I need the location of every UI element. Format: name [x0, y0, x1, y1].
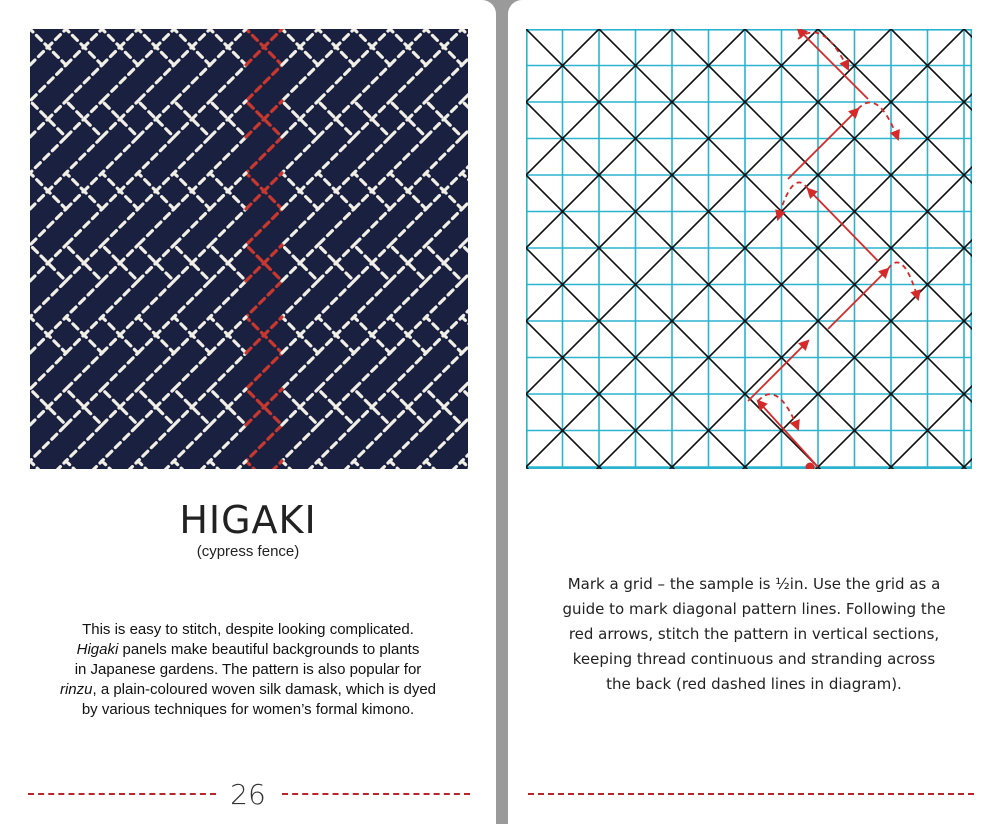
page-number: 26	[230, 778, 266, 811]
page-footer-right	[508, 778, 1000, 808]
instruction-line: guide to mark diagonal pattern lines. Following the	[562, 600, 946, 618]
page-footer	[0, 778, 496, 811]
instruction-line: the back (red dashed lines in diagram).	[606, 675, 902, 693]
description-line	[40, 680, 456, 700]
diagram-graphic	[526, 29, 972, 469]
text-run: in Japanese gardens. The pattern is also popular for	[74, 661, 422, 678]
footer-divider	[528, 793, 974, 795]
italic-term: rinzu	[59, 681, 93, 698]
instruction-line: Mark a grid – the sample is ½in. Use the grid as a	[567, 575, 941, 593]
instruction-line: red arrows, stitch the pattern in vertical sections,	[568, 625, 940, 643]
text-run: by various techniques for women’s formal kimono.	[81, 701, 415, 718]
text-run: , a plain-coloured woven silk damask, which is dyed	[92, 681, 436, 698]
left-page	[0, 0, 496, 824]
instruction-line: keeping thread continuous and stranding across	[572, 650, 936, 668]
text-run: This is easy to stitch, despite looking complicated.	[82, 621, 414, 638]
right-page	[508, 0, 1000, 824]
description-line	[40, 700, 456, 720]
italic-term: Higaki	[76, 641, 119, 658]
right-divider	[282, 793, 470, 795]
stitch-diagram	[526, 29, 972, 469]
description-text	[40, 620, 456, 720]
description-line	[40, 660, 456, 680]
description-line	[40, 640, 456, 660]
sample-photo-graphic	[30, 29, 468, 469]
pattern-title: HIGAKI	[179, 498, 317, 542]
text-run: panels make beautiful backgrounds to plants	[118, 641, 420, 658]
instructions-text	[532, 572, 976, 697]
higaki-stitch-sample-photo	[30, 29, 468, 469]
description-line	[40, 620, 456, 640]
pattern-subtitle: (cypress fence)	[196, 543, 300, 560]
